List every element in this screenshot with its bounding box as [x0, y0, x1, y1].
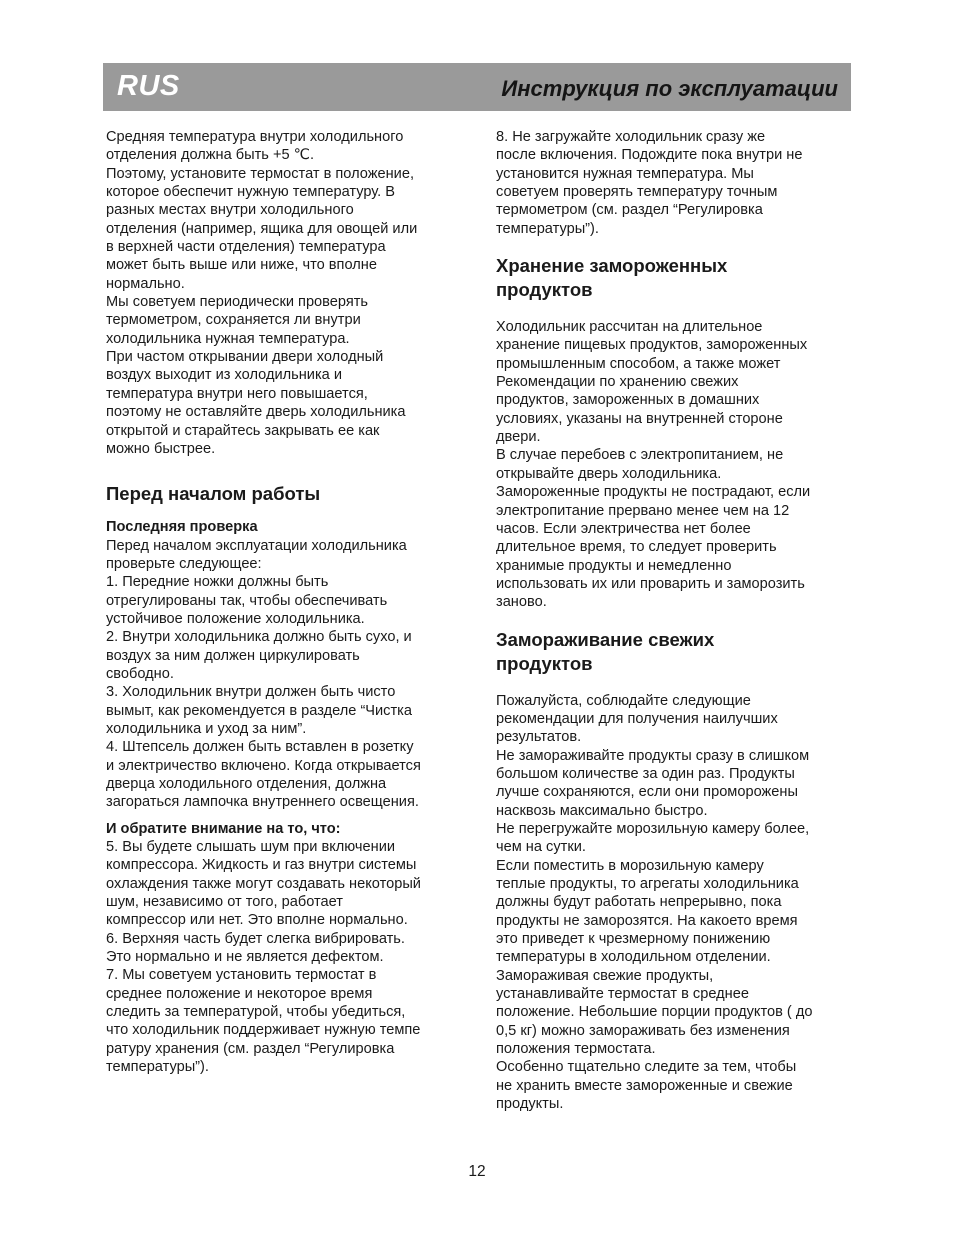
left-column — [106, 128, 456, 1077]
note-list: 5. Вы будете слышать шум при включении компрессора. Жидкость и газ внутри системы охлаждения также могут создавать некоторый шум, независимо от того, работает компрессор или нет. Это вполне нормально. 6. Верхняя часть будет слегка вибрировать. Это нормально и не является дефектом. 7. Мы советуем установить термостат в среднее положение и некоторое время следить за температурой, чтобы убедиться, что холодильник поддерживает нужную темпе ратуру хранения (см. раздел “Регулировка температуры”). — [106, 839, 421, 1076]
subheading-final-check: Последняя проверка — [106, 519, 258, 536]
intro-paragraph: Средняя температура внутри холодильного отделения должна быть +5 ℃. Поэтому, установите термостат в положение, которое обеспечит нужную температуру. В разных местах внутри холодильного отделения (например, ящика для овощей или в верхней части отделения) температура может быть выше или ниже, что вполне нормально. Мы советуем периодически проверять термометром, сохраняется ли внутри холодильника нужная температура. При частом открывании двери холодный воздух выходит из холодильника и температура внутри него повышается, поэтому не оставляйте дверь холодильника открытой и старайтесь закрывать ее как можно быстрее. — [106, 129, 418, 457]
page-number: 12 — [468, 1163, 486, 1180]
final-check-list: Перед началом эксплуатации холодильника проверьте следующее: 1. Передние ножки должны быть отрегулированы так, чтобы обеспечивать устойчивое положение холодильника. 2. Внутри холодильника должно быть сухо, и воздух за ним должен циркулировать свободно. 3. Холодильник внутри должен быть чисто вымыт, как рекомендуется в разделе “Чистка холодильника и уход за ним”. 4. Штепсель должен быть вставлен в розетку и электричество включено. Когда открывается дверца холодильного отделения, должна загораться лампочка внутреннего освещения. — [106, 537, 421, 811]
frozen-storage-paragraph: Холодильник рассчитан на длительное хранение пищевых продуктов, замороженных промышленным способом, а также может Рекомендации по хранению свежих продуктов, замороженных в домашних условиях, указаны на внутренней стороне двери. В случае перебоев с электропитанием, не открывайте дверь холодильника. Замороженные продукты не пострадают, если электропитание прервано менее чем на 12 часов. Если электричества нет более длительное время, то следует проверить хранимые продукты и немедленно использовать их или проварить и заморозить заново. — [496, 319, 811, 611]
freezing-fresh-paragraph: Пожалуйста, соблюдайте следующие рекомендации для получения наилучших результатов. Не замораживайте продукты сразу в слишком большом количестве за один раз. Продукты лучше сохраняются, если они проморожены насквозь максимально быстро. Не перегружайте морозильную камеру более, чем на сутки. Если поместить в морозильную камеру теплые продукты, то агрегаты холодильника должны будут работать непрерывно, пока продукты не заморозятся. На какоето время это приведет к чрезмерному понижению температуры в холодильном отделении. Замораживая свежие продукты, устанавливайте термостат в среднее положение. Небольшие порции продуктов ( до 0,5 кг) можно замораживать без изменения положения термостата. Особенно тщательно следите за тем, чтобы не хранить вместе замороженные и свежие продукты. — [496, 692, 813, 1113]
language-label: RUS — [117, 70, 180, 102]
subheading-note: И обратите внимание на то, что: — [106, 820, 341, 837]
item-8-paragraph: 8. Не загружайте холодильник сразу же после включения. Подождите пока внутри не установится нужная температура. Мы советуем проверять температуру точным термометром (см. раздел “Регулировка температуры”). — [496, 129, 803, 237]
section-heading-frozen-storage: Хранение замороженных продуктов — [496, 255, 728, 301]
manual-title: Инструкция по эксплуатации — [501, 76, 838, 101]
section-heading-before-start: Перед началом работы — [106, 483, 321, 505]
header-bar — [103, 63, 851, 111]
right-column — [496, 128, 848, 1113]
section-heading-freezing-fresh: Замораживание свежих продуктов — [496, 628, 715, 674]
